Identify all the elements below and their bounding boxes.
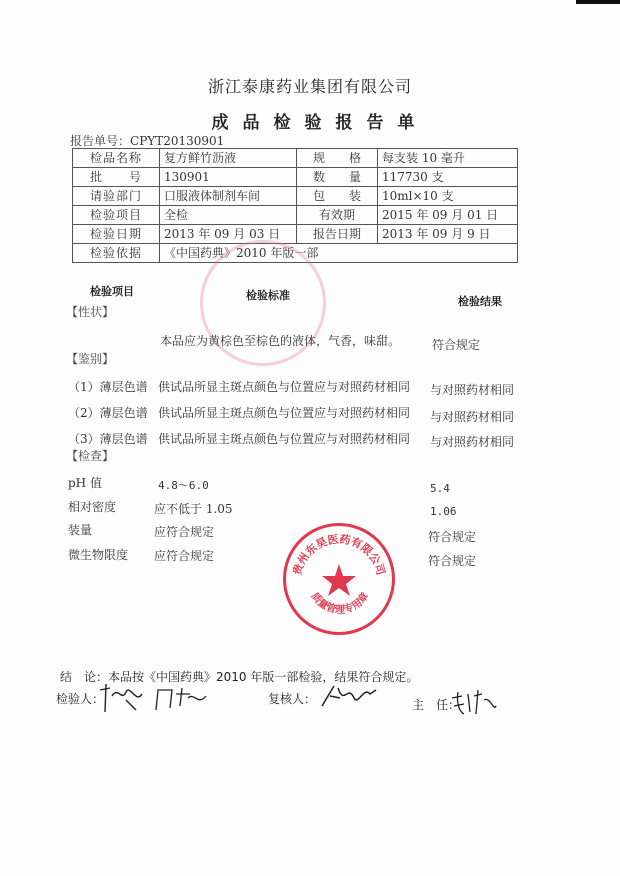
- section-inspection-title: 【检查】: [66, 449, 115, 463]
- label-batch-no: 批 号: [73, 168, 160, 187]
- identification-standard: 供试品所显主斑点颜色与位置应与对照药材相同: [158, 406, 411, 420]
- identification-result: 与对照药材相同: [430, 383, 515, 397]
- identification-item: （2）薄层色谱: [68, 406, 148, 420]
- report-number-value: CPYT20130901: [130, 134, 225, 148]
- inspection-result: 1.06: [430, 505, 457, 518]
- inspection-result: 符合规定: [428, 530, 477, 544]
- character-result: 符合规定: [432, 338, 481, 352]
- value-department: 口服液体制剂车间: [160, 187, 297, 206]
- column-header-standard: 检验标准: [246, 289, 290, 302]
- inspector-signature-1: [96, 680, 146, 716]
- table-row: [73, 206, 518, 225]
- inspection-item: 微生物限度: [68, 548, 129, 562]
- inspection-standard: 应符合规定: [154, 525, 215, 539]
- svg-text:质量管理专用章: [309, 590, 371, 616]
- inspector-label: 检验人：: [56, 692, 105, 706]
- column-header-result: 检验结果: [458, 295, 502, 308]
- section-character-title: 【性状】: [66, 305, 115, 319]
- identification-result: 与对照药材相同: [430, 435, 515, 449]
- report-number-label: 报告单号：: [70, 134, 131, 148]
- label-spec: 规 格: [297, 149, 378, 168]
- inspection-item: 装量: [68, 523, 93, 537]
- label-test-items: 检验项目: [73, 206, 160, 225]
- inspection-result: 5.4: [430, 482, 450, 495]
- company-name: 浙江泰康药业集团有限公司: [207, 77, 412, 96]
- label-report-date: 报告日期: [297, 225, 378, 244]
- director-label: 主 任：: [412, 698, 461, 712]
- identification-standard: 供试品所显主斑点颜色与位置应与对照药材相同: [158, 432, 411, 446]
- inspection-standard: 应不低于 1.05: [154, 502, 233, 516]
- label-product-name: 检品名称: [73, 149, 160, 168]
- document-title: 成品检验报告单: [211, 113, 429, 133]
- seal-star-icon: [286, 526, 392, 632]
- inspector-signature-2: [150, 684, 210, 714]
- label-test-date: 检验日期: [73, 225, 160, 244]
- identification-item: （1）薄层色谱: [68, 380, 148, 394]
- value-quantity: 117730 支: [378, 168, 518, 187]
- identification-item: （3）薄层色谱: [68, 432, 148, 446]
- column-header-item: 检验项目: [90, 285, 134, 298]
- identification-standard: 供试品所显主斑点颜色与位置应与对照药材相同: [158, 380, 411, 394]
- reviewer-signature: [318, 680, 378, 710]
- quality-seal: [283, 523, 395, 635]
- reviewer-label: 复核人：: [268, 692, 317, 706]
- table-row: [73, 187, 518, 206]
- seal-text-bottom: 质量管理专用章: [308, 590, 372, 616]
- sample-info-table: [72, 148, 518, 263]
- value-product-name: 复方鲜竹沥液: [160, 149, 297, 168]
- conclusion-text: 本品按《中国药典》2010 年版一部检验，结果符合规定。: [108, 670, 419, 684]
- value-spec: 每支装 10 毫升: [378, 149, 518, 168]
- label-quantity: 数 量: [297, 168, 378, 187]
- table-row: [73, 225, 518, 244]
- director-signature: [450, 686, 498, 718]
- label-basis: 检验依据: [73, 244, 160, 263]
- report-number: [70, 132, 224, 149]
- value-test-items: 全检: [160, 206, 297, 225]
- value-basis: 《中国药典》2010 年版一部: [160, 244, 518, 263]
- inspection-standard: 应符合规定: [154, 549, 215, 563]
- seal-text-top: 贵州东昊医药有限公司: [290, 532, 388, 577]
- inspection-item: pH 值: [68, 476, 102, 490]
- inspection-item: 相对密度: [68, 500, 117, 514]
- character-standard: 本品应为黄棕色至棕色的液体，气香，味甜。: [160, 334, 401, 348]
- value-expiry: 2015 年 09 月 01 日: [378, 206, 518, 225]
- value-report-date: 2013 年 09 月 9 日: [378, 225, 518, 244]
- identification-result: 与对照药材相同: [430, 410, 515, 424]
- value-test-date: 2013 年 09 月 03 日: [160, 225, 297, 244]
- conclusion-label: 结 论：: [60, 670, 109, 684]
- table-row: [73, 149, 518, 168]
- table-row: [73, 168, 518, 187]
- label-packaging: 包 装: [297, 187, 378, 206]
- value-packaging: 10ml×10 支: [378, 187, 518, 206]
- label-department: 请验部门: [73, 187, 160, 206]
- inspection-result: 符合规定: [428, 554, 477, 568]
- section-identification-title: 【鉴别】: [66, 352, 115, 366]
- value-batch-no: 130901: [160, 168, 297, 187]
- scan-artifact: [576, 0, 620, 4]
- label-expiry: 有效期: [297, 206, 378, 225]
- inspection-standard: 4.8～6.0: [158, 479, 209, 492]
